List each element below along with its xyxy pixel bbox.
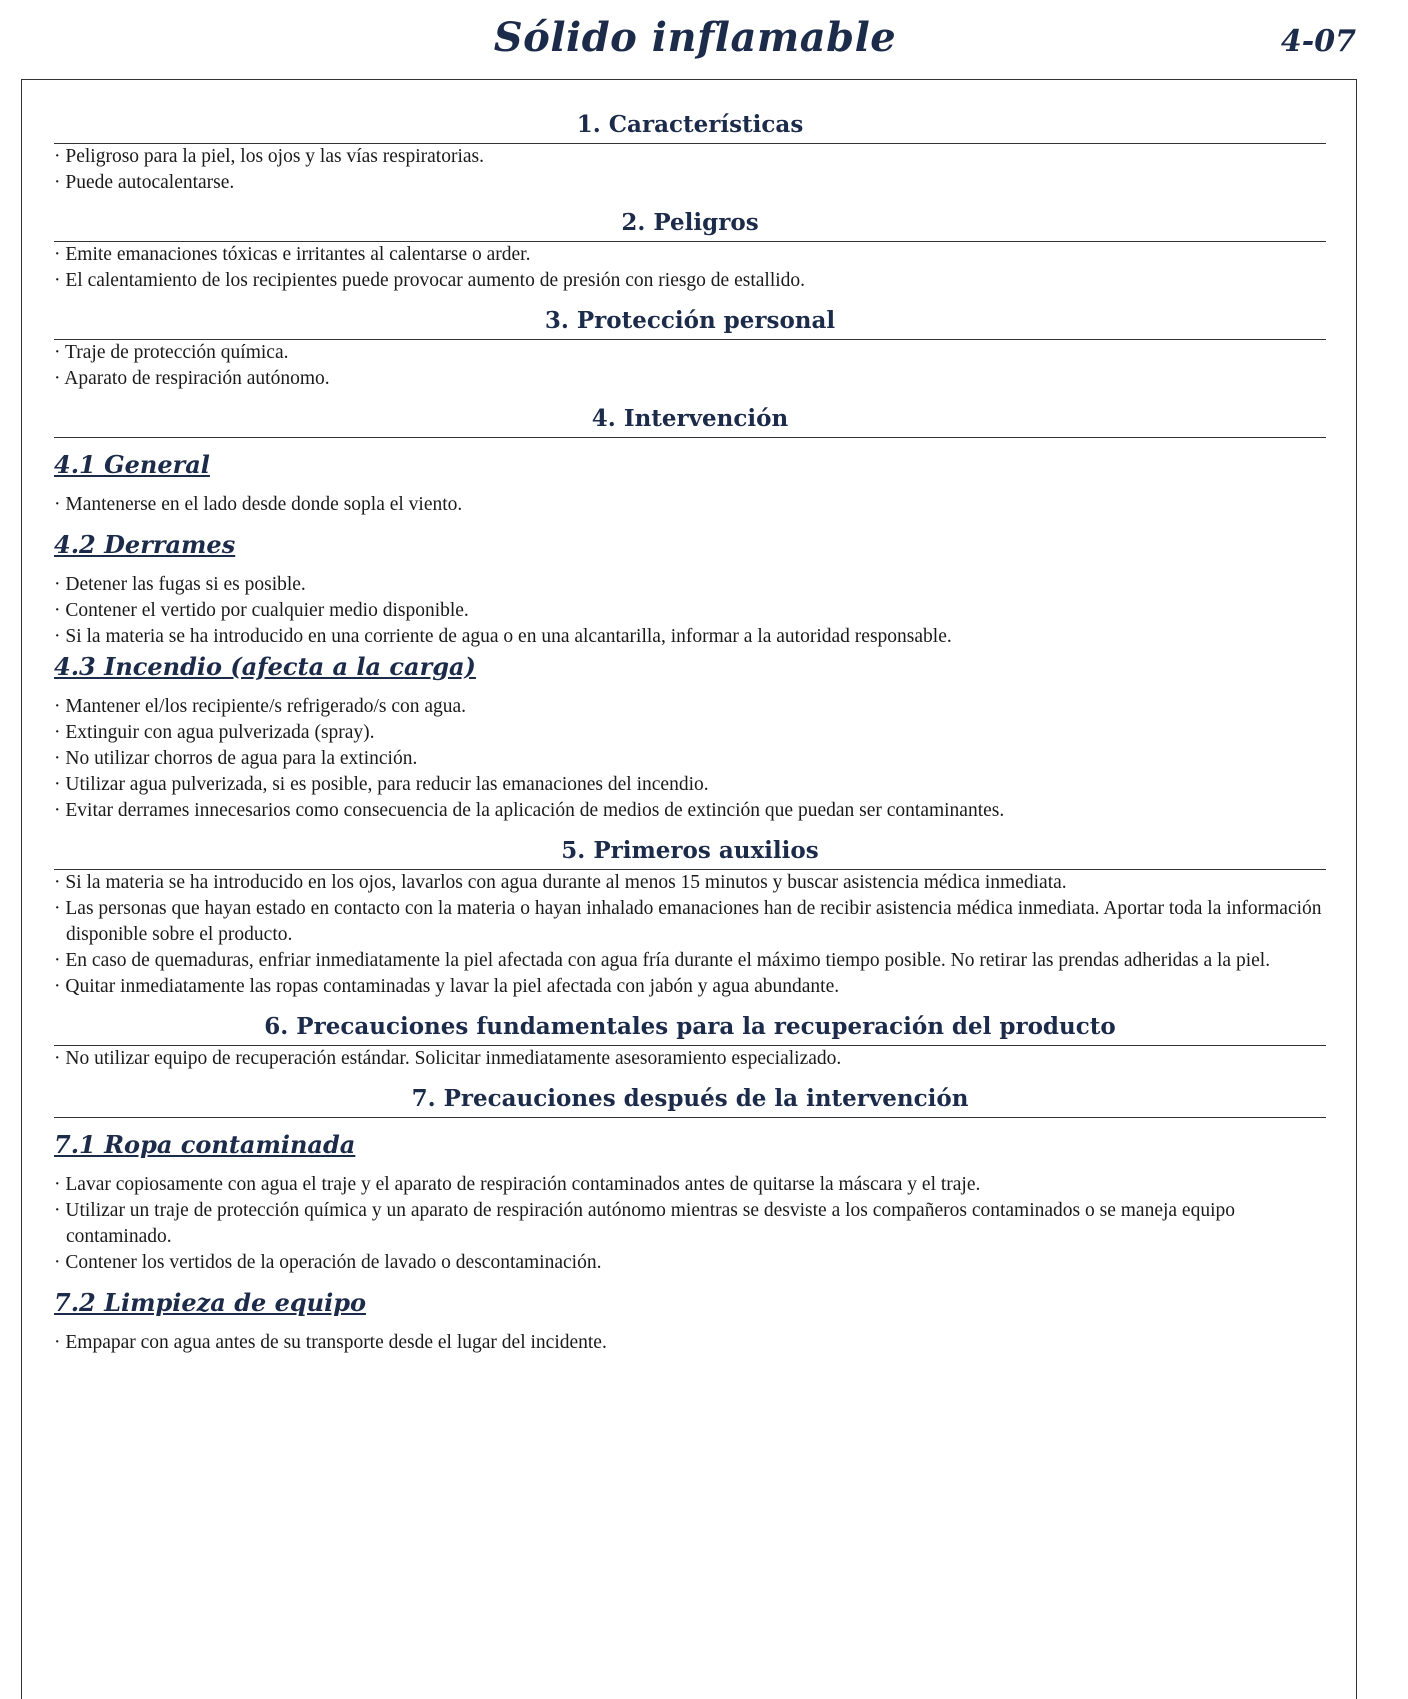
subsection-list-derrames [54, 572, 1326, 650]
list-item: · Extinguir con agua pulverizada (spray). [54, 720, 1326, 746]
section-heading-intervencion: 4. Intervención [54, 402, 1326, 438]
section-heading-precauciones-despues: 7. Precauciones después de la intervención [54, 1082, 1326, 1118]
list-item: · El calentamiento de los recipientes puede provocar aumento de presión con riesgo de estallido. [54, 268, 1326, 294]
subsection-list-limpieza-equipo [54, 1330, 1326, 1356]
list-item: · Traje de protección química. [54, 340, 1326, 366]
list-item: · Si la materia se ha introducido en los ojos, lavarlos con agua durante al menos 15 minutos y buscar asistencia médica inmediata. [54, 870, 1326, 896]
subsection-heading-ropa-contaminada: 7.1 Ropa contaminada [54, 1130, 356, 1159]
document-body [54, 108, 1326, 1356]
list-item: · Mantener el/los recipiente/s refrigerado/s con agua. [54, 694, 1326, 720]
list-item: · Utilizar agua pulverizada, si es posible, para reducir las emanaciones del incendio. [54, 772, 1326, 798]
list-item: · Quitar inmediatamente las ropas contaminadas y lavar la piel afectada con jabón y agua abundante. [54, 974, 1326, 1000]
page-title: Sólido inflamable [493, 14, 897, 61]
list-item: · Empapar con agua antes de su transporte desde el lugar del incidente. [54, 1330, 1326, 1356]
subsection-list-ropa-contaminada [54, 1172, 1326, 1276]
subsection-heading-derrames: 4.2 Derrames [54, 530, 236, 559]
list-item: · En caso de quemaduras, enfriar inmediatamente la piel afectada con agua fría durante el máximo tiempo posible. No retirar las prendas adheridas a la piel. [54, 948, 1326, 974]
subsection-heading-general: 4.1 General [54, 450, 210, 479]
subsection-list-general [54, 492, 1326, 518]
list-item: · Puede autocalentarse. [54, 170, 1326, 196]
section-list-caracteristicas [54, 144, 1326, 196]
subsection-heading-limpieza-equipo: 7.2 Limpieza de equipo [54, 1288, 367, 1317]
list-item: · Detener las fugas si es posible. [54, 572, 1326, 598]
list-item: · Las personas que hayan estado en contacto con la materia o hayan inhalado emanaciones han de recibir asistencia médica inmediata. Aportar toda la información disponible sobre el producto. [54, 896, 1326, 948]
section-list-proteccion [54, 340, 1326, 392]
list-item: · Lavar copiosamente con agua el traje y el aparato de respiración contaminados antes de quitarse la máscara y el traje. [54, 1172, 1326, 1198]
section-heading-peligros: 2. Peligros [54, 206, 1326, 242]
section-heading-proteccion: 3. Protección personal [54, 304, 1326, 340]
list-item: · Contener los vertidos de la operación de lavado o descontaminación. [54, 1250, 1326, 1276]
subsection-heading-incendio: 4.3 Incendio (afecta a la carga) [54, 652, 476, 681]
section-list-precauciones-recuperacion [54, 1046, 1326, 1072]
list-item: · Contener el vertido por cualquier medio disponible. [54, 598, 1326, 624]
list-item: · No utilizar equipo de recuperación estándar. Solicitar inmediatamente asesoramiento especializado. [54, 1046, 1326, 1072]
list-item: · No utilizar chorros de agua para la extinción. [54, 746, 1326, 772]
list-item: · Evitar derrames innecesarios como consecuencia de la aplicación de medios de extinción que puedan ser contaminantes. [54, 798, 1326, 824]
subsection-list-incendio [54, 694, 1326, 824]
list-item: · Mantenerse en el lado desde donde sopla el viento. [54, 492, 1326, 518]
list-item: · Peligroso para la piel, los ojos y las vías respiratorias. [54, 144, 1326, 170]
list-item: · Aparato de respiración autónomo. [54, 366, 1326, 392]
list-item: · Utilizar un traje de protección química y un aparato de respiración autónomo mientras se desviste a los compañeros contaminados o se maneja equipo contaminado. [54, 1198, 1326, 1250]
section-list-primeros-auxilios [54, 870, 1326, 1000]
section-heading-primeros-auxilios: 5. Primeros auxilios [54, 834, 1326, 870]
document-code: 4-07 [1280, 24, 1356, 59]
section-heading-precauciones-recuperacion: 6. Precauciones fundamentales para la recuperación del producto [54, 1010, 1326, 1046]
list-item: · Si la materia se ha introducido en una corriente de agua o en una alcantarilla, informar a la autoridad responsable. [54, 624, 1326, 650]
section-list-peligros [54, 242, 1326, 294]
list-item: · Emite emanaciones tóxicas e irritantes al calentarse o arder. [54, 242, 1326, 268]
section-heading-caracteristicas: 1. Características [54, 108, 1326, 144]
